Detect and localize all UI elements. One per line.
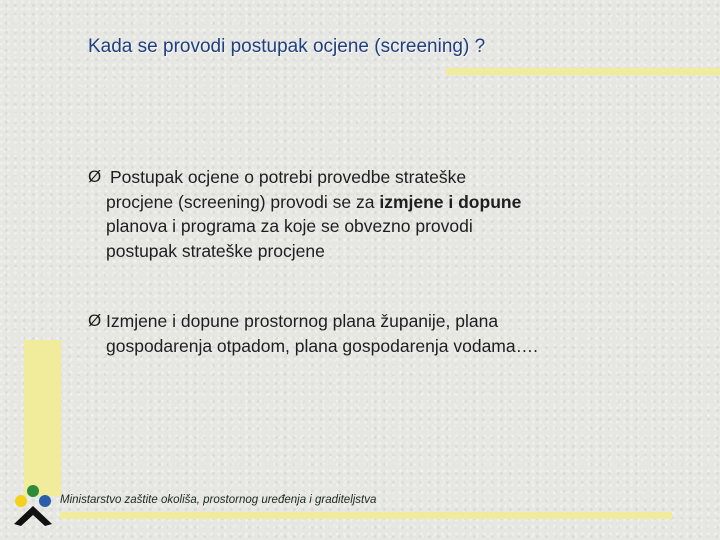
bullet-item-1 xyxy=(88,165,608,263)
slide-title: Kada se provodi postupak ocjene (screening) ? xyxy=(88,36,486,57)
emphasis-text: izmjene i dopune xyxy=(379,191,522,212)
footer-text: Ministarstvo zaštite okoliša, prostornog uređenja i graditeljstva xyxy=(60,494,377,506)
bullet-line: procjene (screening) provodi se za izmjene i dopune xyxy=(106,191,522,212)
ministry-logo-icon xyxy=(12,484,54,528)
bullet-line: Izmjene i dopune prostornog plana županije, plana xyxy=(106,311,499,331)
left-accent-bar xyxy=(24,340,61,496)
bullet-line: planova i programa za koje se obvezno provodi xyxy=(106,216,473,236)
bullet-line: gospodarenja otpadom, plana gospodarenja vodama…. xyxy=(106,335,538,356)
bullet-item-2 xyxy=(88,309,608,358)
bullet-marker: Ø xyxy=(88,311,102,330)
title-underline-bar xyxy=(446,68,720,75)
bullet-line: Postupak ocjene o potrebi provedbe strateške xyxy=(110,167,467,187)
bottom-accent-bar xyxy=(60,512,672,519)
bullet-line: postupak strateške procjene xyxy=(106,240,325,261)
bullet-marker: Ø xyxy=(88,167,102,186)
